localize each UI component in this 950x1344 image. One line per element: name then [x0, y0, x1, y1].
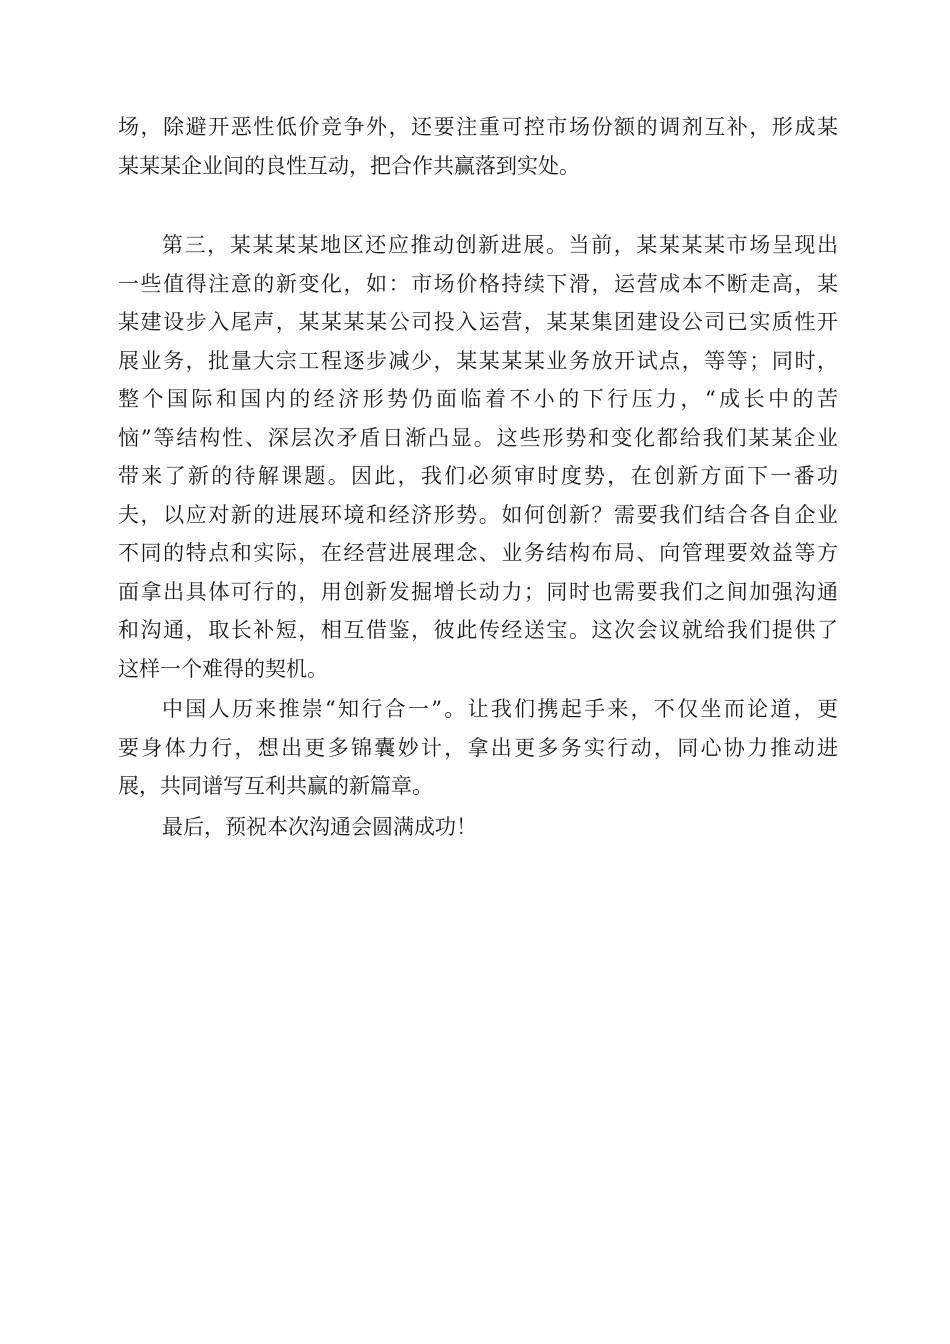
text-line: 某建设步入尾声，某某某某公司投入运营，某某集团建设公司已实质性开 — [118, 310, 838, 334]
text-line: 某某某企业间的良性互动，把合作共赢落到实处。 — [118, 153, 580, 178]
text-line: 要身体力行，想出更多锦囊妙计，拿出更多务实行动，同心协力推动进 — [118, 735, 838, 760]
text-line: 夫，以应对新的进展环境和经济形势。如何创新？需要我们结合各自企业 — [118, 502, 838, 527]
text-line: 中国人历来推崇“知行合一”。让我们携起手来，不仅坐而论道，更 — [162, 697, 838, 721]
text-line: 展业务，批量大宗工程逐步减少，某某某某业务放开试点，等等；同时， — [118, 348, 838, 373]
text-line: 最后，预祝本次沟通会圆满成功！ — [162, 815, 477, 839]
text-line: 恼”等结构性、深层次矛盾日渐凸显。这些形势和变化都给我们某某企业 — [118, 425, 838, 450]
paragraph-unity — [118, 690, 838, 806]
paragraph-innovation — [118, 226, 838, 688]
text-line: 第三，某某某某地区还应推动创新进展。当前，某某某某市场呈现出 — [162, 233, 838, 257]
text-line: 这样一个难得的契机。 — [118, 656, 328, 681]
text-line: 整个国际和国内的经济形势仍面临着不小的下行压力，“成长中的苦 — [118, 387, 838, 411]
text-line: 带来了新的待解课题。因此，我们必须审时度势，在创新方面下一番功 — [118, 464, 838, 488]
text-line: 不同的特点和实际，在经营进展理念、业务结构布局、向管理要效益等方 — [118, 541, 838, 565]
paragraph-closing — [118, 808, 838, 847]
text-line: 一些值得注意的新变化，如：市场价格持续下滑，运营成本不断走高，某 — [118, 271, 838, 296]
paragraph-continuation — [118, 108, 838, 185]
text-line: 面拿出具体可行的，用创新发掘增长动力；同时也需要我们之间加强沟通 — [118, 579, 838, 604]
text-line: 场，除避开恶性低价竞争外，还要注重可控市场份额的调剂互补，形成某 — [118, 115, 838, 139]
text-line: 和沟通，取长补短，相互借鉴，彼此传经送宝。这次会议就给我们提供了 — [118, 618, 838, 642]
text-line: 展，共同谱写互利共赢的新篇章。 — [118, 774, 433, 798]
